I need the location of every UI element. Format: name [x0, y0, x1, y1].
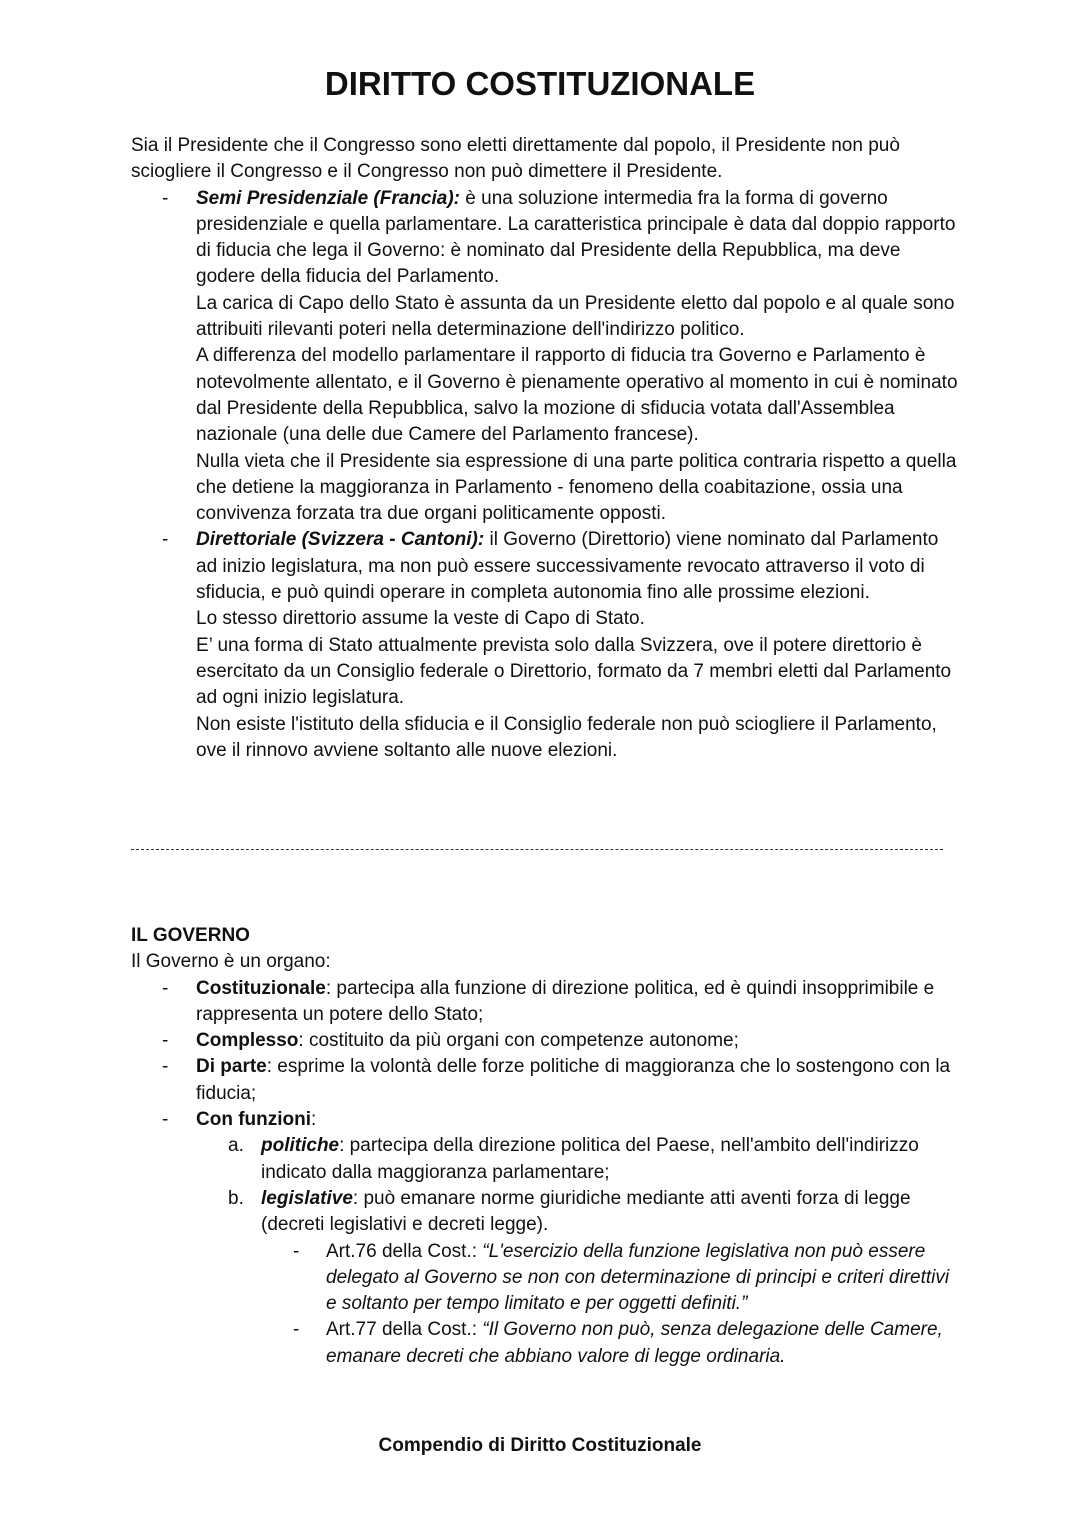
governo-intro: Il Governo è un organo:: [131, 951, 331, 973]
list-item: [131, 976, 961, 1029]
semi-presidential-lead: [196, 186, 961, 291]
governo-section: [131, 923, 961, 1370]
directorial-paragraph: Non esiste l'istituto della sfiducia e il Consiglio federale non può sciogliere il Parlamento, ove il rinnovo avviene soltanto alle nuove elezioni.: [196, 713, 937, 761]
item-term: Con funzioni: [196, 1109, 312, 1131]
semi-presidential-term: Semi Presidenziale (Francia):: [196, 187, 460, 209]
directorial-lead: [196, 527, 961, 606]
article-item: [261, 1317, 961, 1370]
function-text: : partecipa della direzione politica del Paese, nell'ambito dell'indirizzo indicato dalla maggioranza parlamentare;: [261, 1135, 919, 1183]
article-quote: “Il Governo non può, senza delegazione delle Camere, emanare decreti che abbiano valore di legge ordinaria.: [326, 1319, 943, 1367]
article-quote: “L'esercizio della funzione legislativa non può essere delegato al Governo se non con determinazione di principi e criteri direttivi e soltanto per tempo limitato e per oggetti definiti.”: [326, 1240, 950, 1315]
forms-of-government-section: [131, 133, 961, 764]
dashed-separator: [131, 849, 943, 850]
list-item-semi-presidential: [131, 186, 961, 528]
list-item: [131, 1028, 961, 1054]
list-item: [131, 1054, 961, 1107]
page-footer: Compendio di Diritto Costituzionale: [378, 1435, 702, 1456]
function-marker: b.: [228, 1187, 244, 1209]
semi-presidential-lead-text: è una soluzione intermedia fra la forma di governo presidenziale e quella parlamentare. La caratteristica principale è data dal doppio rapporto di fiducia che lega il Governo: è nominato dal Presidente della Repubblica, ma deve godere della fiducia del Parlamento.: [196, 187, 956, 288]
item-term: Di parte: [196, 1056, 267, 1078]
item-text: : esprime la volontà delle forze politiche di maggioranza che lo sostengono con la fiducia;: [196, 1056, 951, 1104]
function-term: legislative: [261, 1187, 353, 1209]
function-term: politiche: [261, 1135, 340, 1157]
item-term: Complesso: [196, 1030, 299, 1052]
directorial-term: Direttoriale (Svizzera - Cantoni):: [196, 529, 485, 551]
item-text: : partecipa alla funzione di direzione politica, ed è quindi insopprimibile e rappresenta un potere dello Stato;: [196, 977, 935, 1025]
intro-paragraph: Sia il Presidente che il Congresso sono eletti direttamente dal popolo, il Presidente non può sciogliere il Congresso e il Congresso non può dimettere il Presidente.: [131, 135, 900, 183]
semi-presidential-paragraph: La carica di Capo dello Stato è assunta da un Presidente eletto dal popolo e al quale sono attribuiti rilevanti poteri nella determinazione dell'indirizzo politico.: [196, 292, 955, 341]
governo-characteristics-list: [131, 976, 961, 1370]
page-title: DIRITTO COSTITUZIONALE: [324, 65, 756, 102]
directorial-paragraph: E’ una forma di Stato attualmente prevista solo dalla Svizzera, ove il potere direttorio è esercitato da un Consiglio federale o Direttorio, formato da 7 membri eletti dal Parlamento ad ogni inizio legislatura.: [196, 634, 952, 709]
article-ref: Art.77 della Cost.:: [326, 1319, 483, 1341]
list-item: [131, 1107, 961, 1370]
item-text: :: [311, 1109, 317, 1131]
function-item: [196, 1133, 961, 1186]
list-item-directorial: [131, 527, 961, 764]
articles-list: [261, 1239, 961, 1370]
item-term: Costituzionale: [196, 977, 326, 999]
directorial-paragraph: Lo stesso direttorio assume la veste di Capo di Stato.: [196, 608, 645, 630]
article-ref: Art.76 della Cost.:: [326, 1240, 483, 1262]
function-marker: a.: [228, 1135, 244, 1157]
directorial-lead-text: il Governo (Direttorio) viene nominato dal Parlamento ad inizio legislatura, ma non può essere successivamente revocato attraverso il voto di sfiducia, e può quindi operare in completa autonomia fino alle prossime elezioni.: [196, 529, 939, 604]
section-heading: IL GOVERNO: [131, 925, 250, 946]
article-item: [261, 1239, 961, 1318]
government-forms-list: [131, 186, 961, 765]
semi-presidential-paragraph: Nulla vieta che il Presidente sia espressione di una parte politica contraria rispetto a quella che detiene la maggioranza in Parlamento - fenomeno della coabitazione, ossia una convivenza forzata tra due organi politicamente opposti.: [196, 450, 957, 525]
item-text: : costituito da più organi con competenze autonome;: [298, 1030, 739, 1052]
function-text: : può emanare norme giuridiche mediante atti aventi forza di legge (decreti legislativi e decreti legge).: [261, 1187, 911, 1236]
function-item: [196, 1186, 961, 1370]
functions-list: [196, 1133, 961, 1370]
semi-presidential-paragraph: A differenza del modello parlamentare il rapporto di fiducia tra Governo e Parlamento è notevolmente allentato, e il Governo è pienamente operativo al momento in cui è nominato dal Presidente della Repubblica, salvo la mozione di sfiducia votata dall'Assemblea nazionale (una delle due Camere del Parlamento francese).: [196, 345, 958, 446]
